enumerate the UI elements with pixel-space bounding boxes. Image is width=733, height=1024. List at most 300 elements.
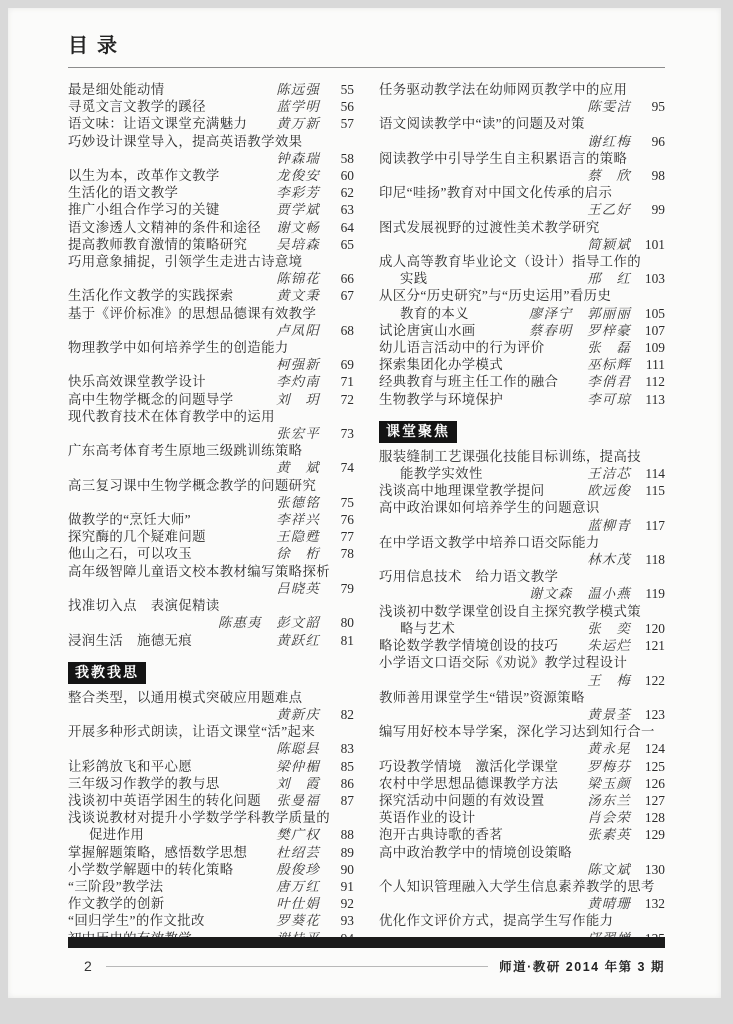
entry-page-number: 117 [645, 517, 665, 533]
entry-title: 高中生物学概念的问题导学 [68, 391, 234, 407]
entry-page-number: 96 [651, 133, 665, 149]
entry-authors: 王隐甦 [276, 529, 320, 545]
entry-page-number: 78 [340, 546, 354, 562]
entry-authors: 张曼福 [276, 792, 320, 808]
entry-page-number: 73 [340, 426, 354, 442]
entry-page-number: 82 [340, 706, 354, 722]
entry-title: 优化作文评价方式，提高学生写作能力 [379, 913, 614, 929]
entry-authors: 谢文畅 [276, 219, 320, 235]
toc-entry [68, 912, 354, 929]
toc-entry [379, 150, 665, 184]
entry-row [68, 740, 354, 757]
entry-title: 高三复习课中生物学概念教学的问题研究 [68, 477, 317, 493]
entry-title: 浅谈初中英语学困生的转化问题 [68, 792, 262, 808]
entry-title: 浅谈初中数学课堂创设自主探究教学模式策 [379, 603, 642, 619]
entry-title: 英语作业的设计 [379, 810, 476, 826]
entry-row [68, 614, 354, 631]
footer-leader-line [106, 966, 488, 967]
entry-page-number: 130 [644, 861, 665, 877]
entry-page-number: 92 [340, 896, 354, 912]
entry-title: 巧妙设计课堂导入，提高英语教学效果 [68, 133, 303, 149]
entry-row [68, 861, 354, 878]
entry-authors: 黄跃红 [276, 632, 320, 648]
entry-title: 浅谈高中地理课堂教学提问 [379, 483, 545, 499]
entry-row [379, 167, 665, 184]
entry-title: 提高教师教育激情的策略研究 [68, 236, 248, 252]
entry-authors: 贾学斌 [276, 202, 320, 218]
entry-page-number: 83 [340, 741, 354, 757]
entry-page-number: 98 [651, 168, 665, 184]
entry-title: 巧用信息技术 给力语文教学 [379, 569, 559, 585]
entry-row [379, 551, 665, 568]
toc-entry [68, 511, 354, 528]
entry-page-number: 87 [340, 792, 354, 808]
entry-authors: 巫标辉 [587, 357, 631, 373]
entry-page-number: 67 [340, 288, 354, 304]
entry-title: 广东高考体育考生原地三级跳训练策略 [68, 443, 303, 459]
entry-title: 高中政治课如何培养学生的问题意识 [379, 500, 600, 516]
entry-title: 高年级智障儿童语文校本教材编写策略探析 [68, 563, 331, 579]
entry-title: 巧用意象捕捉，引领学生走进古诗意境 [68, 254, 303, 270]
entry-authors: 蔡 欣 [587, 168, 631, 184]
toc-entry [68, 408, 354, 442]
footer-page-number: 2 [84, 958, 92, 974]
entry-row [379, 775, 665, 792]
entry-page-number: 72 [340, 391, 354, 407]
entry-title: 任务驱动教学法在幼师网页教学中的应用 [379, 82, 628, 97]
entry-row [379, 740, 665, 757]
entry-page-number: 99 [651, 202, 665, 218]
entry-authors: 罗梅芬 [587, 758, 631, 774]
entry-page-number: 119 [645, 586, 665, 602]
toc-entry [379, 878, 665, 912]
entry-authors: 汤东兰 [587, 792, 631, 808]
toc-entry [379, 792, 665, 809]
toc-entry [68, 895, 354, 912]
entry-row [68, 167, 354, 184]
toc-entry [379, 356, 665, 373]
toc-entry [379, 499, 665, 533]
toc-entry [68, 167, 354, 184]
entry-row [379, 517, 665, 534]
toc-entry [68, 339, 354, 373]
toc-entry [379, 339, 665, 356]
entry-row [379, 98, 665, 115]
entry-page-number: 62 [340, 185, 354, 201]
entry-row [68, 528, 354, 545]
entry-title: 印尼“哇扬”教育对中国文化传承的启示 [379, 185, 613, 201]
entry-title-continuation: 略与艺术 [400, 620, 456, 636]
entry-title: 试论唐寅山水画 [379, 322, 476, 338]
entry-row [379, 585, 665, 602]
entry-row [68, 545, 354, 562]
entry-title: 略论数学教学情境创设的技巧 [379, 638, 559, 654]
entry-row [68, 912, 354, 929]
entry-authors: 黄景荃 [587, 706, 631, 722]
entry-row [379, 620, 665, 637]
entry-authors: 龙俊安 [276, 168, 320, 184]
entry-page-number: 112 [645, 374, 665, 390]
toc-entry [68, 545, 354, 562]
entry-authors: 张 磊 [587, 340, 631, 356]
entry-page-number: 60 [340, 168, 354, 184]
entry-title: 高中政治教学中的情境创设策略 [379, 844, 573, 860]
entry-authors: 廖泽宁 郭丽丽 [528, 305, 631, 321]
entry-title: 生活化作文教学的实践探索 [68, 288, 234, 304]
entry-authors: 王 梅 [587, 672, 631, 688]
toc-entry [379, 603, 665, 637]
section-header-row [379, 421, 665, 443]
toc-entry [379, 219, 665, 253]
toc-entry [68, 809, 354, 843]
entry-page-number: 90 [340, 861, 354, 877]
toc-columns [68, 81, 665, 947]
journal-issue-label: 师道·教研 2014 年第 3 期 [499, 960, 665, 974]
entry-page-number: 122 [644, 672, 665, 688]
toc-entry [379, 448, 665, 482]
toc-entry [68, 219, 354, 236]
toc-entry [379, 115, 665, 149]
entry-row [68, 826, 354, 843]
toc-entry [379, 758, 665, 775]
entry-page-number: 63 [340, 202, 354, 218]
toc-entry [68, 758, 354, 775]
entry-authors: 陈远强 [276, 82, 320, 97]
entry-row [68, 758, 354, 775]
entry-title: 泡开古典诗歌的香茗 [379, 827, 504, 843]
entry-title: 现代教育技术在体育教学中的运用 [68, 408, 275, 424]
entry-page-number: 107 [644, 322, 665, 338]
toc-entry [379, 689, 665, 723]
entry-authors: 蓝柳青 [587, 517, 631, 533]
entry-page-number: 66 [340, 271, 354, 287]
toc-entry [68, 597, 354, 631]
toc-entry [68, 253, 354, 287]
entry-title: 他山之石，可以攻玉 [68, 546, 193, 562]
entry-authors: 邢 红 [587, 271, 631, 287]
entry-title: 最是细处能动情 [68, 82, 165, 97]
entry-row [68, 632, 354, 649]
entry-authors: 黄 斌 [276, 460, 320, 476]
entry-page-number: 81 [340, 632, 354, 648]
entry-title: 整合类型，以通用模式突破应用题难点 [68, 689, 303, 705]
toc-entry [68, 98, 354, 115]
toc-entry [379, 723, 665, 757]
scanned-page [8, 8, 721, 998]
toc-entry [68, 528, 354, 545]
toc-entry [68, 723, 354, 757]
entry-authors: 钟森瑞 [276, 150, 320, 166]
entry-row [379, 373, 665, 390]
entry-row [379, 305, 665, 322]
entry-row [68, 511, 354, 528]
entry-page-number: 69 [340, 357, 354, 373]
entry-authors: 刘 霞 [276, 775, 320, 791]
entry-row [379, 895, 665, 912]
entry-title: 作文教学的创新 [68, 896, 165, 912]
entry-title: 浸润生活 施德无痕 [68, 632, 193, 648]
entry-authors: 陈锦花 [276, 271, 320, 287]
entry-page-number: 118 [645, 552, 665, 568]
entry-row [379, 322, 665, 339]
toc-entry [379, 391, 665, 408]
entry-page-number: 124 [644, 741, 665, 757]
entry-title: 小学数学解题中的转化策略 [68, 861, 234, 877]
toc-entry [68, 236, 354, 253]
entry-title-continuation: 教育的本义 [400, 305, 469, 321]
entry-title: 幼儿语言活动中的行为评价 [379, 340, 545, 356]
toc-entry [68, 391, 354, 408]
entry-row [68, 895, 354, 912]
entry-title: 找准切入点 表演促精读 [68, 598, 220, 614]
entry-authors: 罗葵花 [276, 913, 320, 929]
entry-page-number: 80 [340, 615, 354, 631]
entry-page-number: 111 [645, 357, 665, 373]
toc-entry [379, 253, 665, 287]
entry-authors: 刘 玥 [276, 391, 320, 407]
toc-entry [379, 184, 665, 218]
section-header-row [68, 662, 354, 684]
entry-row [379, 391, 665, 408]
entry-page-number: 129 [644, 827, 665, 843]
entry-title-continuation: 促进作用 [89, 827, 145, 843]
entry-title: 成人高等教育毕业论文（设计）指导工作的 [379, 254, 642, 270]
entry-authors: 蔡春明 罗梓豪 [528, 322, 631, 338]
entry-authors: 陈文斌 [587, 861, 631, 877]
entry-title: 服装缝制工艺课强化技能目标训练，提高技 [379, 448, 642, 464]
toc-entry [68, 775, 354, 792]
entry-row [379, 826, 665, 843]
entry-row [379, 637, 665, 654]
entry-title: 阅读教学中引导学生自主积累语言的策略 [379, 150, 628, 166]
toc-entry [68, 81, 354, 98]
entry-title: 快乐高效课堂教学设计 [68, 374, 206, 390]
entry-authors: 吴培森 [276, 236, 320, 252]
entry-row [68, 792, 354, 809]
entry-page-number: 105 [644, 305, 665, 321]
entry-authors: 肖会荣 [587, 810, 631, 826]
entry-row [68, 219, 354, 236]
entry-page-number: 128 [644, 810, 665, 826]
toc-entry [68, 184, 354, 201]
toc-entry [68, 115, 354, 132]
toc-entry [379, 844, 665, 878]
entry-title: 个人知识管理融入大学生信息素养教学的思考 [379, 878, 655, 894]
entry-title: 三年级习作教学的教与思 [68, 775, 220, 791]
entry-authors: 林木茂 [587, 552, 631, 568]
entry-authors: 徐 桁 [276, 546, 320, 562]
entry-page-number: 126 [644, 775, 665, 791]
entry-title: 图式发展视野的过渡性美术教学研究 [379, 219, 600, 235]
toc-entry [379, 775, 665, 792]
entry-row [379, 672, 665, 689]
toc-entry [68, 287, 354, 304]
entry-authors: 殷俊珍 [276, 861, 320, 877]
entry-title: 教师善用课堂学生“错误”资源策略 [379, 689, 585, 705]
entry-page-number: 64 [340, 219, 354, 235]
toc-entry [379, 534, 665, 568]
entry-row [68, 580, 354, 597]
section-header: 课堂聚焦 [379, 421, 457, 443]
entry-authors: 唐万红 [276, 878, 320, 894]
toc-content [68, 34, 665, 947]
entry-row [68, 150, 354, 167]
entry-page-number: 113 [645, 391, 665, 407]
entry-authors: 柯强新 [276, 357, 320, 373]
entry-title: 物理教学中如何培养学生的创造能力 [68, 340, 289, 356]
entry-title: 语文渗透人文精神的条件和途径 [68, 219, 262, 235]
entry-title: 小学语文口语交际《劝说》教学过程设计 [379, 655, 628, 671]
toc-entry [379, 81, 665, 115]
toc-entry [68, 878, 354, 895]
entry-row [68, 775, 354, 792]
entry-title: 生物教学与环境保护 [379, 391, 504, 407]
entry-title: 以生为本，改革作文教学 [68, 168, 220, 184]
toc-entry [68, 442, 354, 476]
entry-authors: 李祥兴 [276, 512, 320, 528]
entry-authors: 张宏平 [276, 426, 320, 442]
entry-authors: 王乙好 [587, 202, 631, 218]
toc-column-right [379, 81, 665, 947]
entry-page-number: 95 [651, 99, 665, 115]
entry-title: 探索集团化办学模式 [379, 357, 504, 373]
entry-authors: 李彩芳 [276, 185, 320, 201]
entry-page-number: 88 [340, 827, 354, 843]
entry-authors: 叶仕娟 [276, 896, 320, 912]
entry-row [68, 706, 354, 723]
entry-authors: 谢文森 温小燕 [528, 586, 631, 602]
entry-row [68, 322, 354, 339]
entry-title: 农村中学思想品德课教学方法 [379, 775, 559, 791]
entry-title: 做教学的“烹饪大师” [68, 512, 192, 528]
entry-page-number: 115 [645, 483, 665, 499]
entry-page-number: 101 [644, 236, 665, 252]
entry-authors: 李俏君 [587, 374, 631, 390]
toc-entry [379, 809, 665, 826]
entry-page-number: 91 [340, 878, 354, 894]
entry-row [379, 482, 665, 499]
entry-row [68, 115, 354, 132]
entry-authors: 黄万新 [276, 116, 320, 132]
entry-page-number: 68 [340, 322, 354, 338]
entry-row [379, 339, 665, 356]
entry-page-number: 86 [340, 775, 354, 791]
entry-row [379, 758, 665, 775]
entry-title-continuation: 实践 [400, 271, 428, 287]
entry-authors: 黄晴珊 [587, 896, 631, 912]
entry-authors: 简颖斌 [587, 236, 631, 252]
entry-row [379, 792, 665, 809]
entry-authors: 黄新庆 [276, 706, 320, 722]
entry-page-number: 132 [644, 896, 665, 912]
entry-row [68, 425, 354, 442]
entry-authors: 黄文秉 [276, 288, 320, 304]
entry-row [379, 201, 665, 218]
entry-page-number: 75 [340, 494, 354, 510]
entry-authors: 陈聪县 [276, 741, 320, 757]
entry-authors: 李可琼 [587, 391, 631, 407]
entry-page-number: 58 [340, 150, 354, 166]
entry-title: “回归学生”的作文批改 [68, 913, 205, 929]
entry-authors: 樊广权 [276, 827, 320, 843]
entry-row [68, 844, 354, 861]
entry-authors: 张 奕 [587, 620, 631, 636]
entry-title-continuation: 能教学实效性 [400, 466, 483, 482]
entry-row [68, 184, 354, 201]
entry-authors: 谢红梅 [587, 133, 631, 149]
entry-page-number: 93 [340, 913, 354, 929]
toc-column-left [68, 81, 354, 947]
footer [68, 956, 665, 976]
entry-page-number: 109 [644, 340, 665, 356]
entry-row [379, 809, 665, 826]
page-title: 目录 [68, 35, 126, 57]
entry-authors: 张德铭 [276, 494, 320, 510]
entry-title: 让彩鸽放飞和平心愿 [68, 758, 193, 774]
title-rule [68, 67, 665, 68]
entry-authors: 杜绍芸 [276, 844, 320, 860]
entry-title: 寻觅文言文教学的蹊径 [68, 99, 206, 115]
entry-page-number: 89 [340, 844, 354, 860]
entry-title: 在中学语文教学中培养口语交际能力 [379, 534, 600, 550]
entry-authors: 王洁芯 [587, 466, 631, 482]
entry-row [68, 287, 354, 304]
toc-entry [68, 373, 354, 390]
entry-row [68, 373, 354, 390]
entry-page-number: 120 [644, 620, 665, 636]
toc-entry [68, 632, 354, 649]
entry-page-number: 79 [340, 580, 354, 596]
entry-title: “三阶段”教学法 [68, 878, 164, 894]
entry-row [379, 861, 665, 878]
section-header: 我教我思 [68, 662, 146, 684]
entry-title: 从区分“历史研究”与“历史运用”看历史 [379, 288, 612, 304]
entry-page-number: 57 [340, 116, 354, 132]
entry-page-number: 121 [644, 638, 665, 654]
entry-row [379, 465, 665, 482]
entry-title: 掌握解题策略，感悟数学思想 [68, 844, 248, 860]
entry-row [379, 236, 665, 253]
entry-page-number: 127 [644, 792, 665, 808]
entry-row [68, 391, 354, 408]
entry-row [68, 98, 354, 115]
entry-page-number: 123 [644, 706, 665, 722]
entry-page-number: 85 [340, 758, 354, 774]
entry-row [68, 236, 354, 253]
entry-authors: 梁玉颜 [587, 775, 631, 791]
entry-page-number: 103 [644, 271, 665, 287]
entry-authors: 蓝学明 [276, 99, 320, 115]
entry-authors: 吕晓英 [276, 580, 320, 596]
entry-row [68, 270, 354, 287]
entry-row [68, 201, 354, 218]
toc-entry [379, 654, 665, 688]
toc-entry [68, 689, 354, 723]
entry-row [68, 878, 354, 895]
entry-authors: 陈雯洁 [587, 99, 631, 115]
toc-entry [379, 637, 665, 654]
entry-title: 开展多种形式朗读，让语文课堂“活”起来 [68, 724, 316, 740]
entry-row [379, 356, 665, 373]
entry-title: 语文阅读教学中“读”的问题及对策 [379, 116, 585, 132]
entry-page-number: 71 [340, 374, 354, 390]
toc-entry [379, 826, 665, 843]
entry-title: 探究酶的几个疑难问题 [68, 529, 206, 545]
entry-page-number: 125 [644, 758, 665, 774]
entry-row [68, 459, 354, 476]
entry-page-number: 56 [340, 99, 354, 115]
toc-entry [68, 861, 354, 878]
